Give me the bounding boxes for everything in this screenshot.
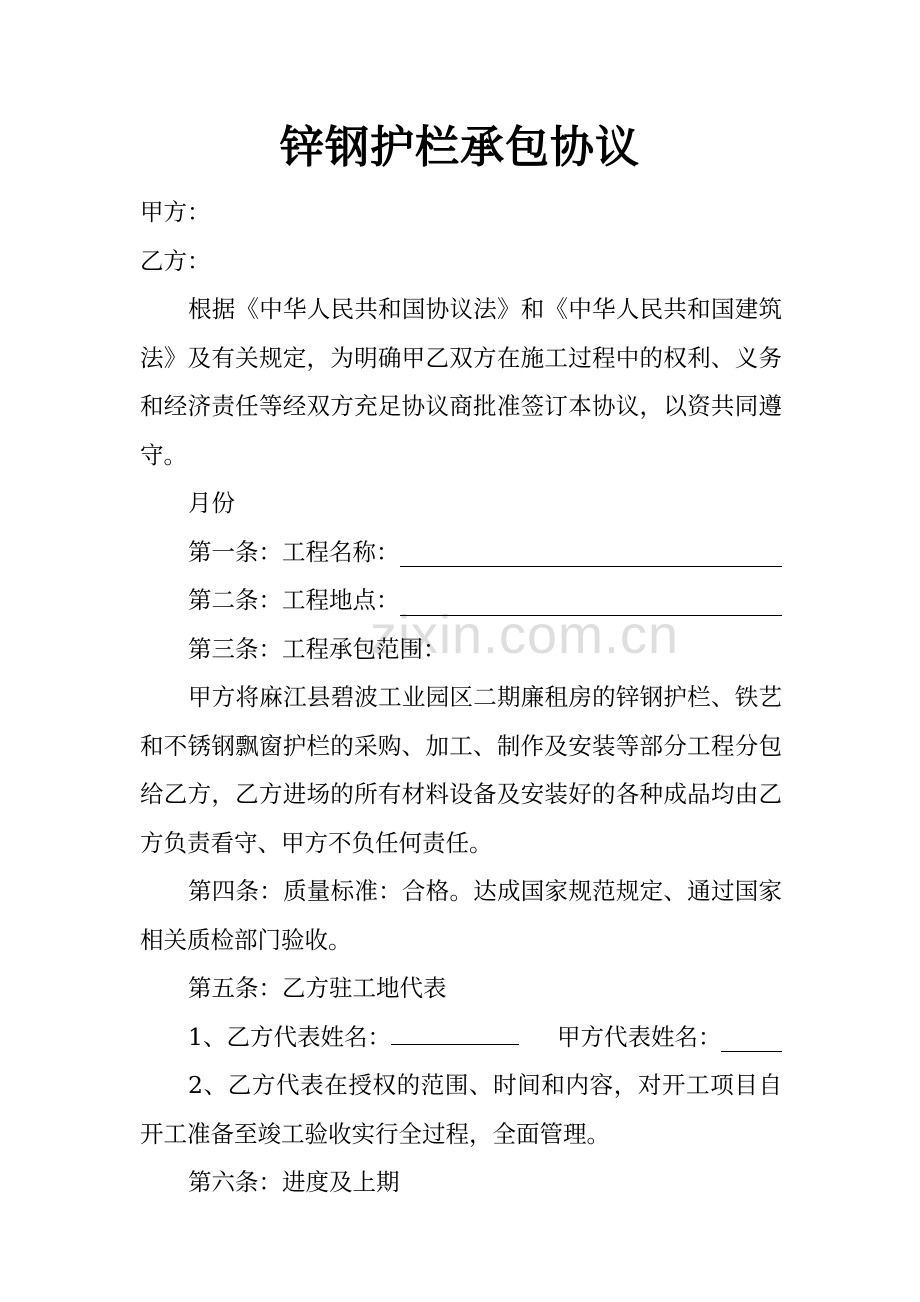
- article-2-label: 第二条：工程地点：: [188, 586, 400, 614]
- article-1-label: 第一条：工程名称：: [188, 537, 400, 566]
- party-a-label: 甲方：: [140, 198, 211, 226]
- project-name-blank[interactable]: [400, 536, 783, 567]
- party-b-rep-blank[interactable]: [391, 1014, 519, 1045]
- project-location-blank[interactable]: [400, 585, 783, 616]
- party-a-rep-blank[interactable]: [721, 1021, 782, 1052]
- article-5-label: 第五条：乙方驻工地代表: [188, 974, 447, 1002]
- article-5-item-2: 2、乙方代表在授权的范围、时间和内容，对开工项目自开工准备至竣工验收实行全过程，全面管理。: [140, 1071, 782, 1148]
- party-b-rep-label: 1、乙方代表姓名：: [188, 1022, 391, 1051]
- article-4-text: 第四条：质量标准：合格。达成国家规范规定、通过国家相关质检部门验收。: [140, 877, 782, 954]
- article-1-row: [140, 528, 782, 577]
- document-title: 锌钢护栏承包协议: [280, 122, 640, 173]
- intro-paragraph: 根据《中华人民共和国协议法》和《中华人民共和国建筑法》及有关规定，为明确甲乙双方在施工过程中的权利、义务和经济责任等经双方充足协议商批准签订本协议，以资共同遵守。: [140, 295, 782, 469]
- party-a-rep-label: 甲方代表姓名：: [556, 1022, 722, 1051]
- representatives-row: [140, 1013, 782, 1062]
- article-3-text: 甲方将麻江县碧波工业园区二期廉租房的锌钢护栏、铁艺和不锈钢飘窗护栏的采购、加工、制作及安装等部分工程分包给乙方，乙方进场的所有材料设备及安装好的各种成品均由乙方负责看守、甲方不负任何责任。: [140, 683, 782, 857]
- watermark: zixin.com.cn: [370, 605, 680, 665]
- month-line: 月份: [188, 489, 235, 517]
- article-2-row: [140, 576, 782, 625]
- document-body: [140, 188, 782, 1207]
- party-b-label: 乙方：: [140, 246, 211, 275]
- article-3-label: 第三条：工程承包范围：: [188, 634, 447, 663]
- article-6-label: 第六条：进度及上期: [188, 1168, 400, 1196]
